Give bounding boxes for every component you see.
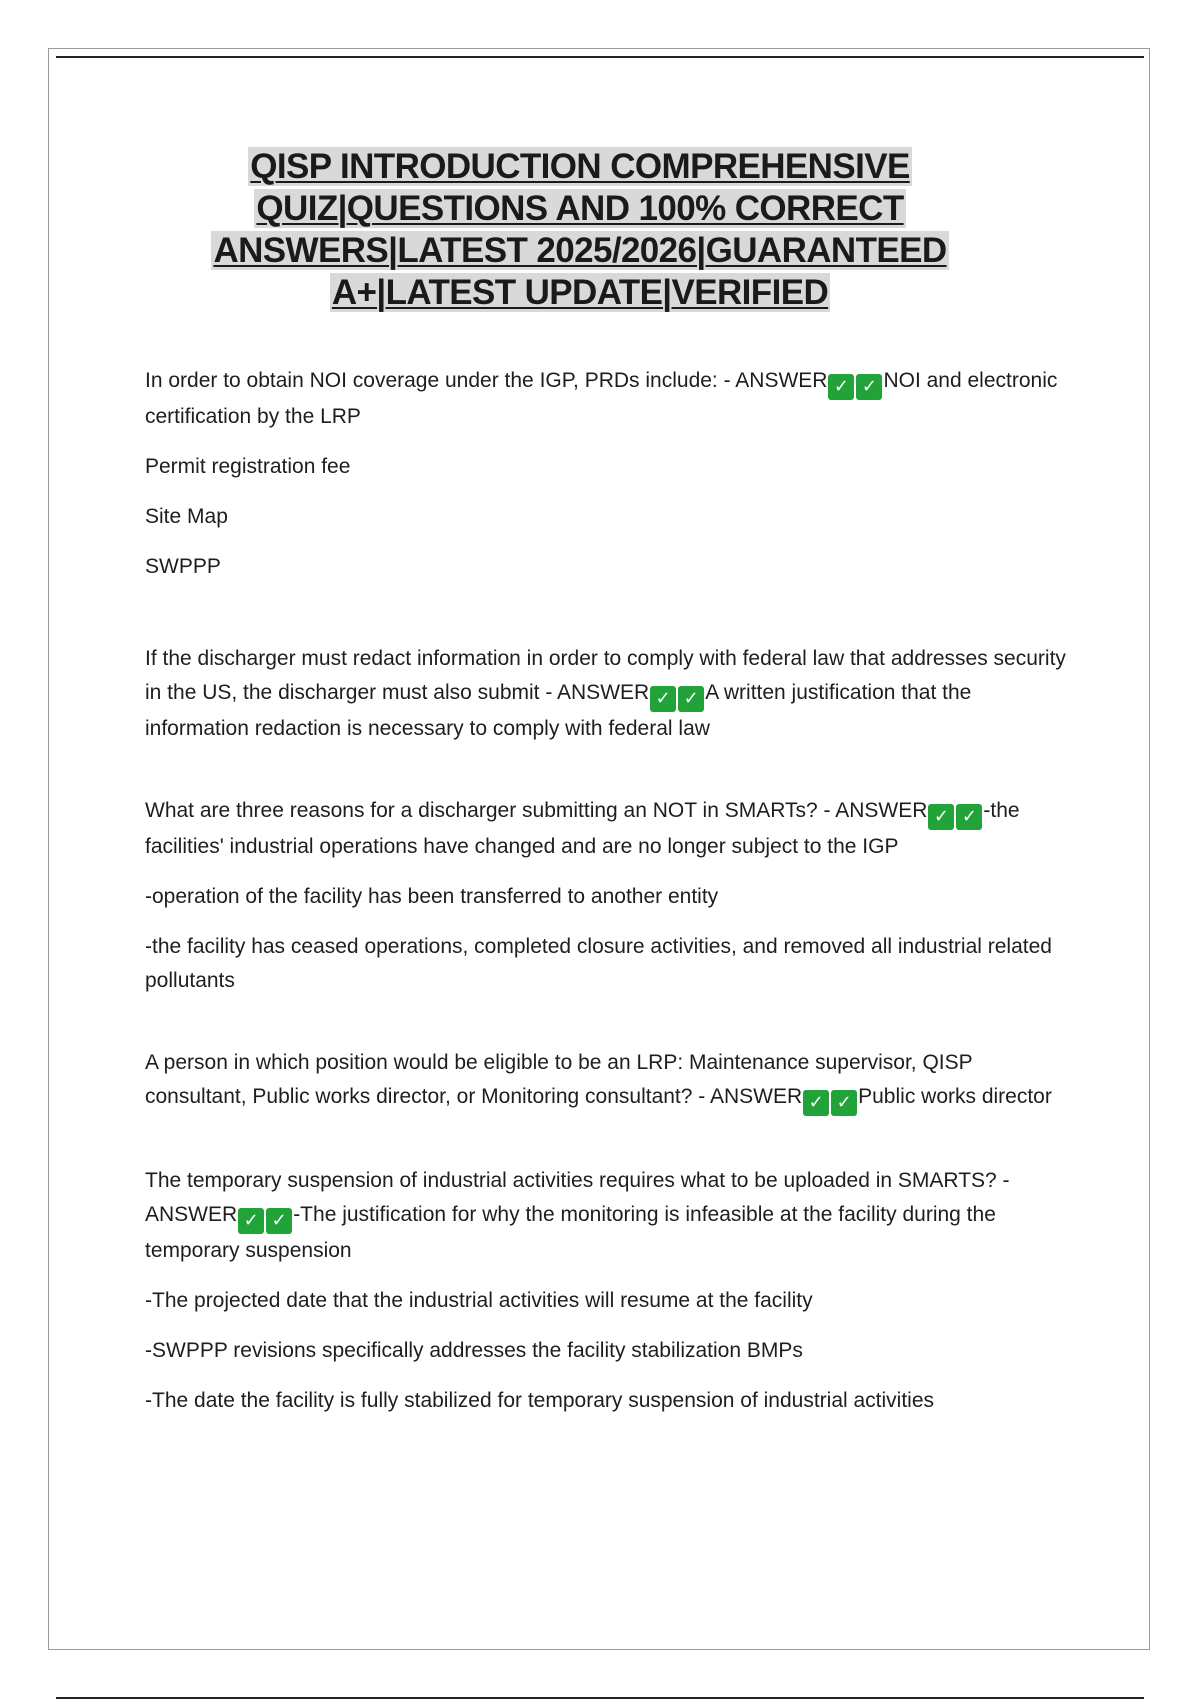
title-line: A+|LATEST UPDATE|VERIFIED <box>331 273 829 312</box>
answer-text: Public works director <box>858 1085 1052 1108</box>
check-mark-icon: ✓ <box>238 1208 264 1234</box>
check-mark-icon: ✓ <box>803 1090 829 1116</box>
top-rule <box>56 56 1144 58</box>
check-mark-icon: ✓ <box>928 804 954 830</box>
question-text: If the discharger must redact information in order to comply with federal law that addresses security in the US, the discharger must also submit - ANSWER <box>145 647 1066 704</box>
check-mark-icon: ✓ <box>956 804 982 830</box>
question-text: A person in which position would be eligible to be an LRP: Maintenance supervisor, QISP consultant, Public works director, or Monitoring consultant? - ANSWER <box>145 1051 973 1108</box>
answer-extra-line: -the facility has ceased operations, completed closure activities, and removed all industrial related pollutants <box>145 935 1052 992</box>
qa-item <box>145 1046 1070 1116</box>
document-title <box>140 146 1020 314</box>
answer-extra-line: SWPPP <box>145 555 221 578</box>
answer-extra-line: -SWPPP revisions specifically addresses the facility stabilization BMPs <box>145 1339 803 1362</box>
check-mark-icon: ✓ <box>828 374 854 400</box>
question-text: The temporary suspension of industrial activities requires what to be uploaded in SMARTS? - ANSWER <box>145 1169 1010 1226</box>
answer-extra-line: -The projected date that the industrial activities will resume at the facility <box>145 1289 813 1312</box>
answer-text: -the facilities' industrial operations have changed and are no longer subject to the IGP <box>145 799 1020 858</box>
answer-text: A written justification that the information redaction is necessary to comply with federal law <box>145 681 972 740</box>
bottom-rule <box>56 1697 1144 1699</box>
qa-item <box>145 794 1070 864</box>
qa-item <box>145 1164 1070 1268</box>
qa-item <box>145 364 1070 434</box>
qa-item <box>145 642 1070 746</box>
check-mark-icon: ✓ <box>856 374 882 400</box>
answer-extra-line: Site Map <box>145 505 228 528</box>
document-body <box>145 364 1070 1418</box>
check-mark-icon: ✓ <box>650 686 676 712</box>
answer-extra-line: Permit registration fee <box>145 455 351 478</box>
title-line: ANSWERS|LATEST 2025/2026|GUARANTEED <box>213 231 947 270</box>
answer-extra-line: -The date the facility is fully stabilized for temporary suspension of industrial activities <box>145 1389 935 1412</box>
question-text: In order to obtain NOI coverage under the IGP, PRDs include: - ANSWER <box>145 369 828 392</box>
title-line: QISP INTRODUCTION COMPREHENSIVE <box>250 147 910 186</box>
question-text: What are three reasons for a discharger submitting an NOT in SMARTs? - ANSWER <box>145 799 928 822</box>
title-line: QUIZ|QUESTIONS AND 100% CORRECT <box>256 189 904 228</box>
answer-extra-line: -operation of the facility has been transferred to another entity <box>145 885 719 908</box>
answer-text: NOI and electronic certification by the LRP <box>145 369 1058 428</box>
check-mark-icon: ✓ <box>266 1208 292 1234</box>
answer-text: -The justification for why the monitoring is infeasible at the facility during the temporary suspension <box>145 1203 996 1262</box>
check-mark-icon: ✓ <box>678 686 704 712</box>
check-mark-icon: ✓ <box>831 1090 857 1116</box>
